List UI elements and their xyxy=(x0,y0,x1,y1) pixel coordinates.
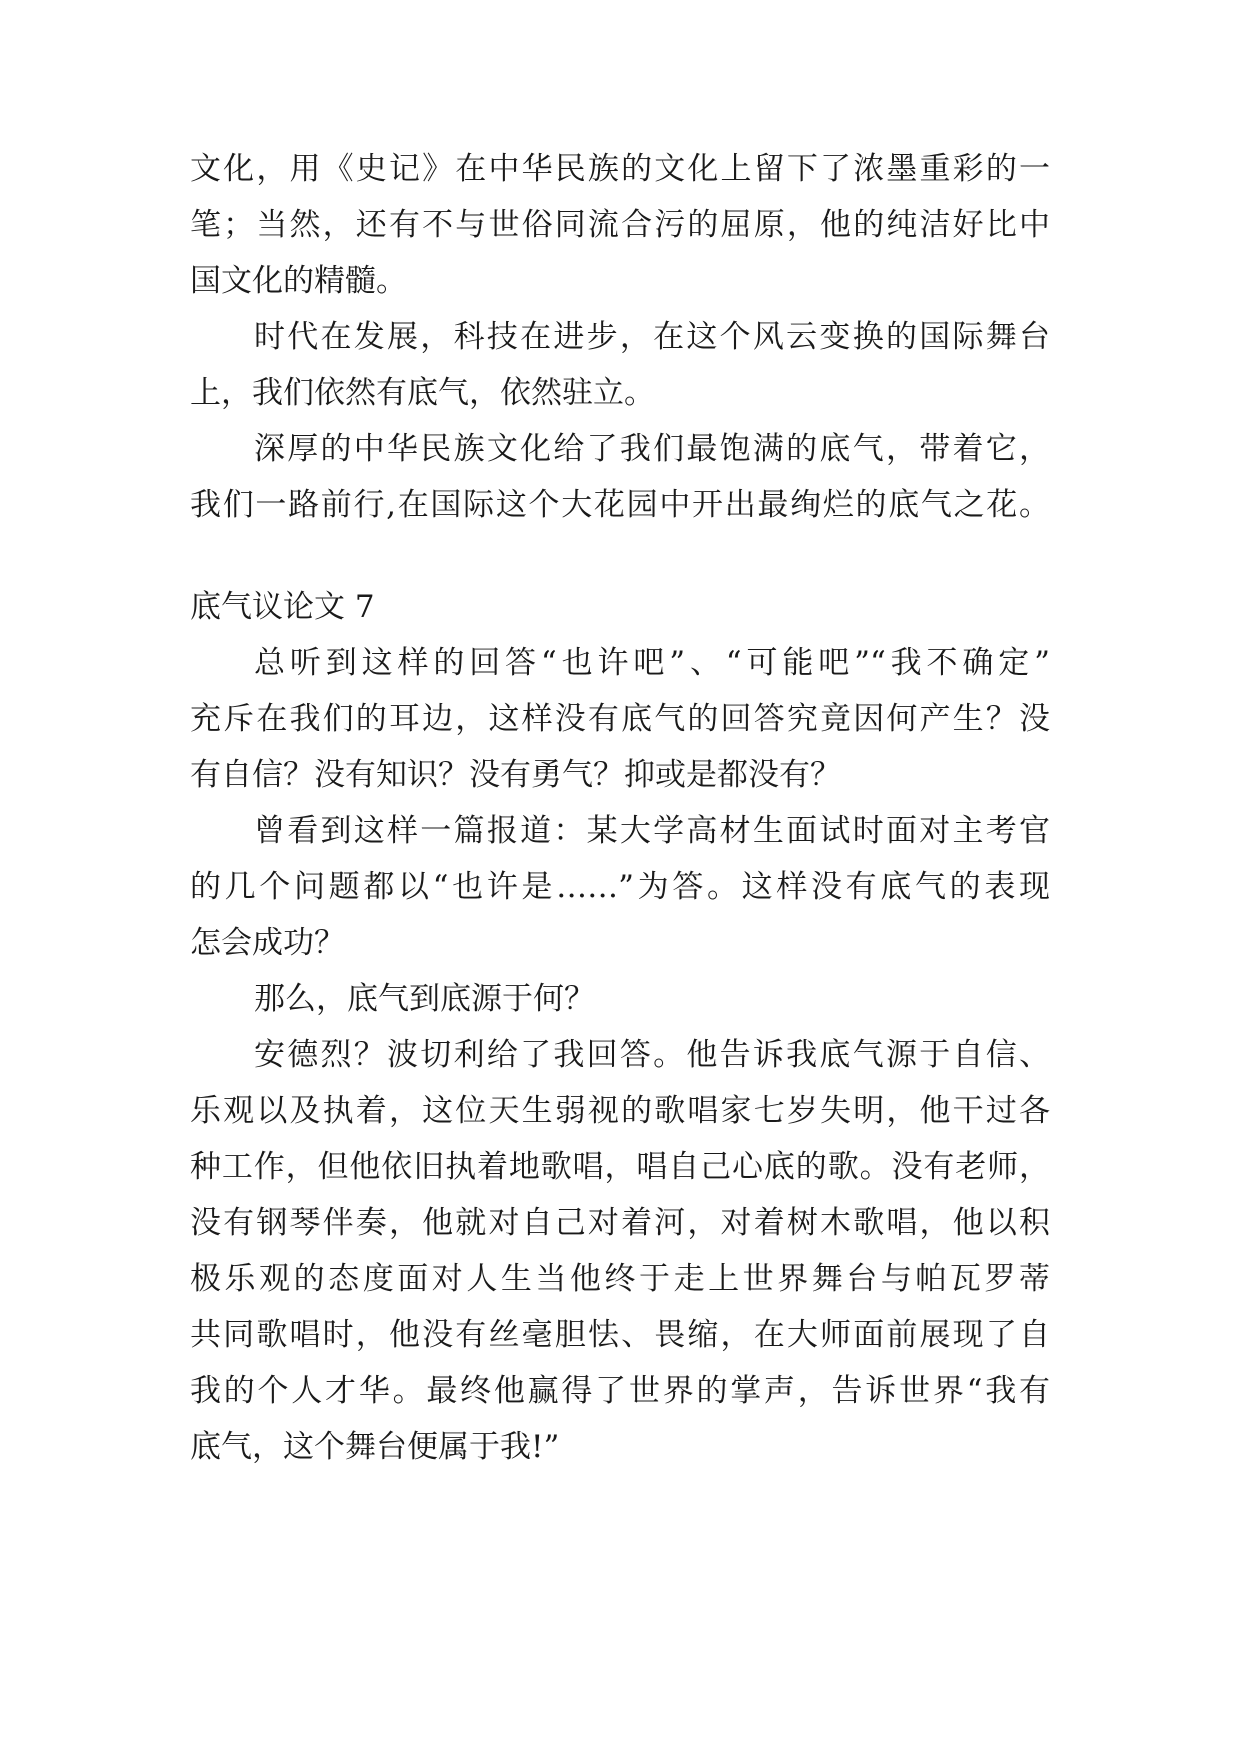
text-line: 我们一路前行,在国际这个大花园中开出最绚烂的底气之花。 xyxy=(190,487,1050,523)
text-line: 时代在发展，科技在进步，在这个风云变换的国际舞台 xyxy=(254,319,1050,355)
text-line: 的几个问题都以“也许是……”为答。这样没有底气的表现 xyxy=(190,869,1050,905)
text-line: 笔；当然，还有不与世俗同流合污的屈原，他的纯洁好比中 xyxy=(190,207,1050,243)
text-line: 有自信？没有知识？没有勇气？抑或是都没有？ xyxy=(190,757,841,793)
text-line: 曾看到这样一篇报道：某大学高材生面试时面对主考官 xyxy=(254,813,1050,849)
text-line: 没有钢琴伴奏，他就对自己对着河，对着树木歌唱，他以积 xyxy=(190,1205,1050,1241)
text-line: 总听到这样的回答“也许吧”、“可能吧”“我不确定” xyxy=(254,645,1050,681)
text-line: 文化，用《史记》在中华民族的文化上留下了浓墨重彩的一 xyxy=(190,151,1050,187)
text-line: 极乐观的态度面对人生当他终于走上世界舞台与帕瓦罗蒂 xyxy=(190,1261,1050,1297)
text-line: 怎会成功？ xyxy=(190,925,345,961)
text-line: 深厚的中华民族文化给了我们最饱满的底气，带着它， xyxy=(254,431,1050,467)
section-heading: 底气议论文 7 xyxy=(190,589,375,625)
text-line: 乐观以及执着，这位天生弱视的歌唱家七岁失明，他干过各 xyxy=(190,1093,1050,1129)
text-line: 安德烈？波切利给了我回答。他告诉我底气源于自信、 xyxy=(254,1037,1050,1073)
text-line: 充斥在我们的耳边，这样没有底气的回答究竟因何产生？没 xyxy=(190,701,1050,737)
text-line: 国文化的精髓。 xyxy=(190,263,407,299)
text-line: 上，我们依然有底气，依然驻立。 xyxy=(190,375,655,411)
text-line: 种工作，但他依旧执着地歌唱，唱自己心底的歌。没有老师， xyxy=(190,1149,1050,1185)
text-line: 那么，底气到底源于何？ xyxy=(254,981,595,1017)
text-line: 共同歌唱时，他没有丝毫胆怯、畏缩，在大师面前展现了自 xyxy=(190,1317,1050,1353)
text-line: 底气，这个舞台便属于我!” xyxy=(190,1429,560,1465)
text-line: 我的个人才华。最终他赢得了世界的掌声，告诉世界“我有 xyxy=(190,1373,1050,1409)
